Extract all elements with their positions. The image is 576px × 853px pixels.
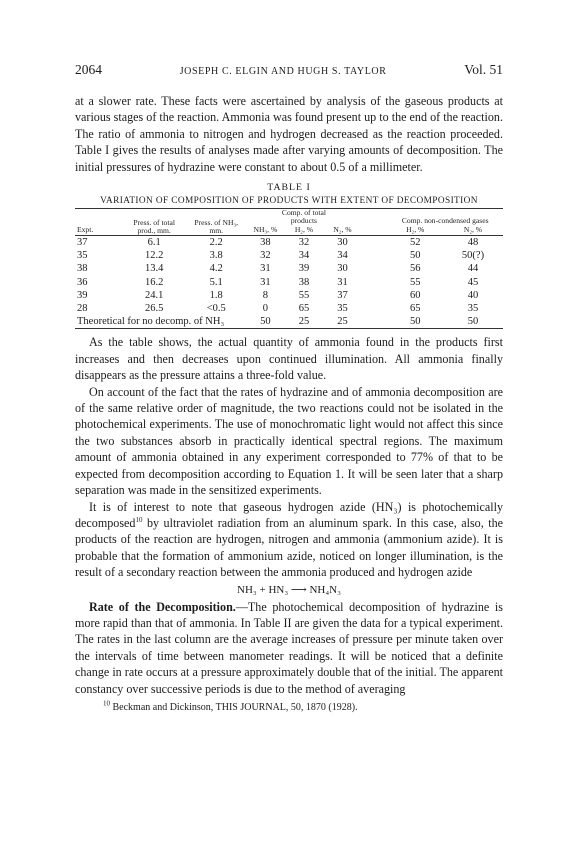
col-h2-pct: H₂, % [294, 225, 314, 235]
paragraph-4-text-b: by ultraviolet radiation from an aluminum spark. In this case, also, the products of the reaction are hydrogen, nitrogen and ammonia (ammonium azide). It is probable that the formation of ammonium azide, noticed on longer illumination, is the result of a secondary reaction between the ammonia produced and hydrogen azide [75, 515, 503, 580]
table-cell: 38 [298, 276, 310, 288]
table-cell: 35 [77, 250, 88, 262]
table-row [75, 249, 503, 262]
table-cell: 25 [298, 316, 310, 328]
table-cell: <0.5 [206, 303, 226, 315]
footnote-text: Beckman and Dickinson, THIS JOURNAL, 50, 1870 (1928). [112, 701, 358, 713]
paragraph-5-text: —The photochemical decomposition of hydrazine is more rapid than that of ammonia. In Table II are given the data for a typical experiment. The rates in the last column are the average increases of pressure per minute taken over the intervals of time between manometer readings. It will be noticed that a definite change in rate occurs at a pressure approximately double that of the initial. The apparent constancy over successive periods is due to the method of averaging [75, 599, 503, 696]
table-cell: 34 [298, 250, 310, 262]
col-group-noncondensed: Comp. non-condensed gases [401, 216, 489, 226]
table-cell: 1.8 [209, 289, 223, 301]
table-cell: 50 [409, 316, 421, 328]
paragraph-5 [75, 599, 503, 697]
table-head [75, 209, 503, 236]
table-title: TABLE I [267, 182, 311, 194]
table-row [75, 236, 503, 250]
table-cell: 13.4 [144, 263, 164, 275]
theoretical-label: Theoretical for no decomp. of NH₃ [77, 316, 225, 328]
paragraph-2: As the table shows, the actual quantity of ammonia found in the products first increases and then decreases upon continued illumination. All ammonia finally disappears as the pressure attains a three-fold value. [75, 335, 503, 383]
col-expt: Expt. [77, 225, 94, 235]
table-body [75, 236, 503, 329]
table-row [75, 262, 503, 275]
footnote [75, 701, 503, 714]
col-n2-pct: N₂, % [333, 225, 352, 235]
table-cell: 50 [260, 316, 271, 328]
paragraph-4-text-a: It is of interest to note that gaseous hydrogen azide (HN₃) is photochemically decomposed [75, 499, 503, 530]
section-heading: Rate of the Decomposition. [89, 599, 236, 614]
table-cell: 48 [467, 237, 479, 249]
table-cell: 65 [298, 303, 310, 315]
spacer-cell [362, 236, 388, 250]
table-cell: 35 [337, 303, 348, 315]
table-cell: 35 [467, 303, 479, 315]
table-row [75, 276, 503, 289]
table-caption: VARIATION OF COMPOSITION OF PRODUCTS WITH EXTENT OF DECOMPOSITION [100, 196, 478, 207]
spacer-cell [362, 302, 388, 315]
table-cell: 50(?) [461, 250, 485, 262]
table-cell: 55 [298, 289, 310, 301]
col-h2-pct-noncond: H₂, % [406, 225, 425, 235]
journal-page [75, 62, 503, 714]
table-cell: 3.8 [209, 250, 223, 262]
table-cell: 30 [337, 263, 348, 275]
table-cell: 0 [262, 303, 269, 315]
col-total-pressure: Press. of total prod., mm. [133, 218, 175, 236]
table-cell: 40 [467, 289, 479, 301]
table-cell: 39 [77, 289, 88, 301]
col-nh3-pct: NH₃, % [253, 225, 278, 235]
table-cell: 31 [260, 263, 271, 275]
spacer-cell [362, 289, 388, 302]
table-cell: 37 [77, 237, 88, 249]
paragraph-4 [75, 499, 503, 581]
col-group-total-comp: Comp. of total products [281, 208, 326, 226]
reaction-equation: NH₃ + HN₃ ⟶ NH₄N₃ [237, 583, 341, 596]
spacer-cell [362, 276, 388, 289]
table-cell: 60 [409, 289, 421, 301]
table-cell: 50 [467, 316, 479, 328]
table-cell: 39 [298, 263, 310, 275]
table-cell: 56 [409, 263, 421, 275]
spacer-cell [362, 262, 388, 275]
footnote-reference: 10 [135, 515, 143, 524]
composition-table [75, 208, 503, 329]
table-cell: 38 [260, 237, 271, 249]
table-cell: 28 [77, 303, 88, 315]
table-cell: 8 [262, 289, 269, 301]
table-cell: 37 [337, 289, 348, 301]
table-cell: 16.2 [144, 276, 164, 288]
table-cell: 2.2 [209, 237, 223, 249]
table-cell: 31 [337, 276, 348, 288]
paragraph-3: On account of the fact that the rates of hydrazine and of ammonia decomposition are of the same relative order of magnitude, the two reactions could not be isolated in the photochemical experiments. The use of monochromatic light would not affect this since the two substances absorb in practically identical spectral regions. The maximum amount of ammonia obtained in any experiment corresponded to 77% of that to be expected from decomposition according to Equation 1. It will be seen later that a sharp separation was made in the sensitized experiments. [75, 384, 503, 498]
table-row-theoretical [75, 315, 503, 329]
table-cell: 38 [77, 263, 88, 275]
table-cell: 25 [337, 316, 348, 328]
volume-label: Vol. 51 [464, 62, 503, 77]
table-cell: 36 [77, 276, 88, 288]
spacer-cell [362, 249, 388, 262]
table-cell: 50 [409, 250, 421, 262]
table-cell: 31 [260, 276, 271, 288]
table-cell: 24.1 [144, 289, 164, 301]
table-cell: 30 [337, 237, 348, 249]
table-cell: 52 [409, 237, 421, 249]
table-cell: 5.1 [209, 276, 223, 288]
running-header [75, 62, 503, 80]
footnote-number: 10 [103, 699, 110, 708]
table-cell: 32 [260, 250, 271, 262]
running-authors: JOSEPH C. ELGIN AND HUGH S. TAYLOR [179, 66, 387, 77]
spacer-cell [362, 315, 388, 329]
table-cell: 55 [409, 276, 421, 288]
table-cell: 34 [337, 250, 348, 262]
page-number: 2064 [75, 62, 102, 77]
table-cell: 65 [409, 303, 421, 315]
table-cell: 6.1 [147, 237, 161, 249]
table-cell: 4.2 [209, 263, 223, 275]
col-n2-pct-noncond: N₂, % [463, 225, 483, 235]
table-cell: 44 [467, 263, 479, 275]
table-cell: 45 [467, 276, 479, 288]
table-cell: 12.2 [144, 250, 164, 262]
table-row [75, 289, 503, 302]
paragraph-1: at a slower rate. These facts were ascertained by analysis of the gaseous products at various stages of the reaction. Ammonia was found present up to the end of the reaction. The ratio of ammonia to nitrogen and hydrogen decreased as the reaction proceeded. Table I gives the results of analyses made after varying amounts of decomposition. The initial pressures of hydrazine were constant to about 0.5 of a millimeter. [75, 94, 503, 174]
table-cell: 26.5 [144, 303, 164, 315]
col-nh3-pressure: Press. of NH₃, mm. [194, 218, 238, 236]
table-row [75, 302, 503, 315]
table-cell: 32 [298, 237, 310, 249]
